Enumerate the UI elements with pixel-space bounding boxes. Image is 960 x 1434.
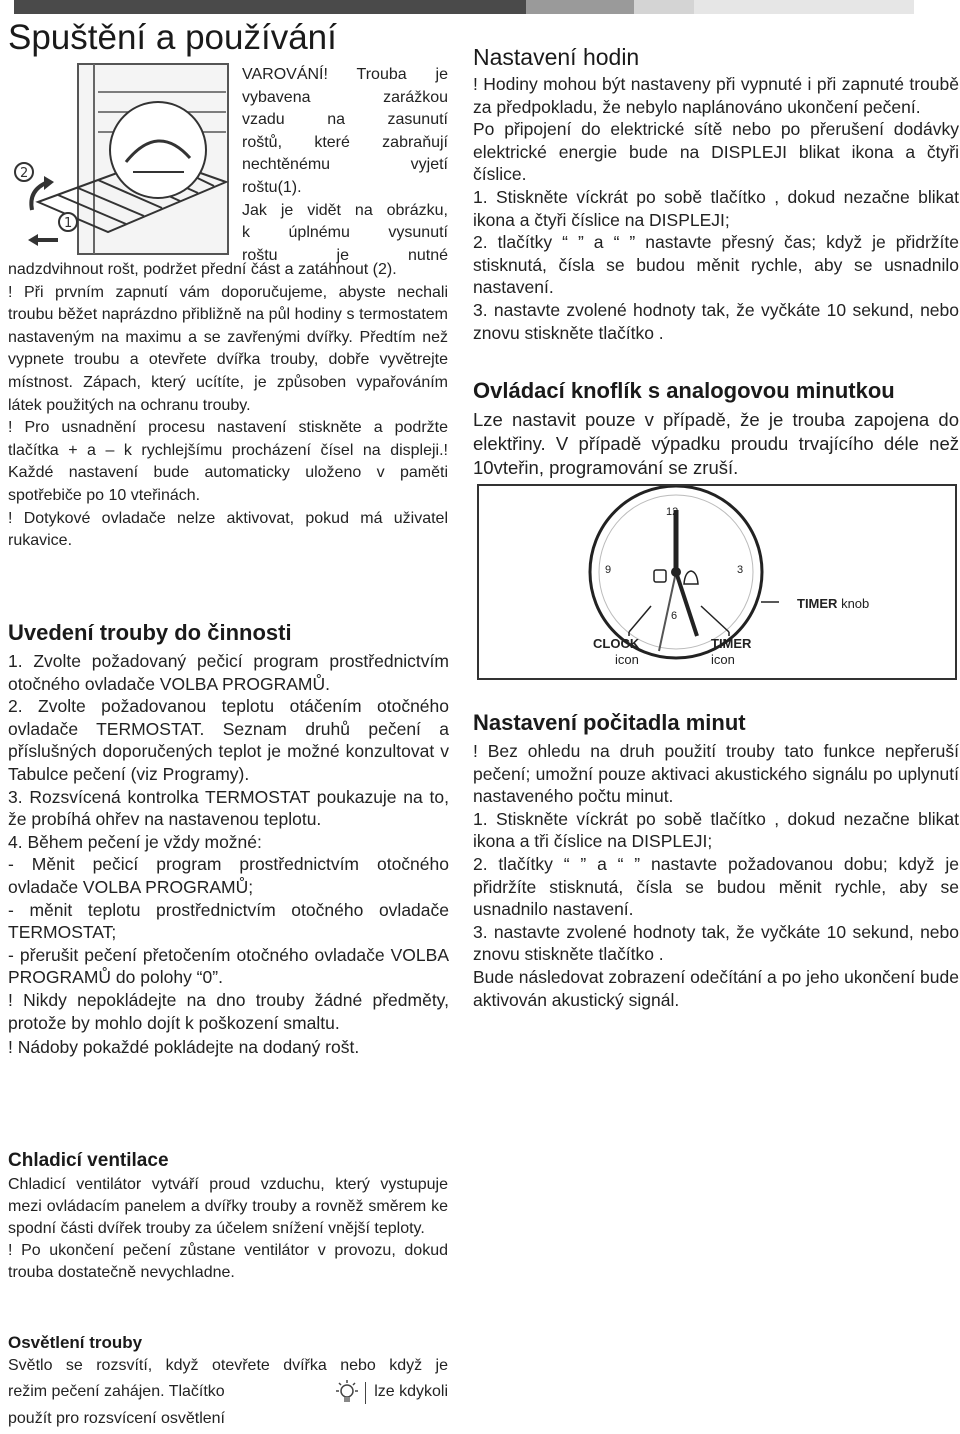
dial-number-12: 12 [666, 506, 679, 518]
warning-line: roštů, které zabraňují [242, 133, 448, 151]
warning-line: Jak je vidět na obrázku, [242, 201, 448, 219]
section-fan [8, 1150, 448, 1284]
section-light [8, 1333, 448, 1430]
section-heading: Nastavení hodin [473, 44, 640, 70]
start-step: ! Nádoby pokaždé pokládejte na dodaný rošt. [8, 1037, 360, 1058]
start-step: - přerušit pečení přetočením otočného ovladače VOLBA PROGRAMŮ do polohy “0”. [8, 944, 449, 988]
section-start [8, 620, 449, 1059]
section-heading: Uvedení trouby do činnosti [8, 620, 292, 645]
light-text: Světlo se rozsvítí, když otevřete dvířka nebo když je [8, 1357, 448, 1374]
dial-number-6: 6 [671, 610, 678, 622]
minute-step: 2. tlačítky “ ” a “ ” nastavte požadovanou dobu; když je přidržíte stisknutá, čísla se budou měnit rychle, aby se usnadnilo nastavení. [473, 853, 959, 920]
warning-line: vzadu na zasunutí [242, 111, 448, 129]
fan-text: ! Po ukončení pečení zůstane ventilátor v provozu, dokud trouba dostatečně nevychladne. [8, 1242, 448, 1281]
gloves-note: ! Dotykové ovladače nelze aktivovat, pokud má uživatel rukavice. [8, 509, 448, 550]
rack-instruction: nadzdvihnout rošt, podržet přední část a zatáhnout (2). [8, 261, 397, 278]
section-heading: Ovládací knoflík s analogovou minutkou [473, 378, 895, 403]
knob-text: Lze nastavit pouze v případě, že je trouba zapojena do elektřiny. V případě výpadku proudu trvajícího déle než 10vteřin, programování se zruší. [473, 409, 959, 478]
top-bar-lighter [694, 0, 914, 14]
section-clock [473, 44, 959, 344]
clock-step: ! Hodiny mohou být nastaveny při vypnuté i při zapnuté troubě za předpokladu, že nebylo naplánováno ukončení pečení. [473, 74, 959, 117]
svg-text:2: 2 [20, 166, 29, 181]
light-bulb-icon [333, 1379, 361, 1407]
start-step: 1. Zvolte požadovaný pečicí program prostřednictvím otočného ovladače VOLBA PROGRAMŮ. [8, 651, 449, 694]
light-text: lze kdykoli [374, 1383, 448, 1401]
warning-line: nechtěnému vyjetí [242, 156, 448, 174]
first-use-note: ! Při prvním zapnutí vám doporučujeme, abyste nechali troubu běžet naprázdno přibližně na půl hodiny s termostatem nastaveným na maximu a se zavřenými dvířky. Předtím než vypnete troubu a otevřete dvířka trouby, dobře vyvětrejte místnost. Zápach, který ucítíte, je způsoben vypařováním látek použitých na ochranu trouby. [8, 283, 448, 414]
dial-number-9: 9 [605, 564, 612, 576]
section-minute [473, 710, 959, 1011]
warning-text [242, 64, 448, 267]
section-heading: Chladicí ventilace [8, 1150, 169, 1171]
section-heading: Nastavení počitadla minut [473, 710, 746, 735]
warning-line: roštu je nutné [242, 246, 448, 264]
clock-step: 3. nastavte zvolené hodnoty tak, že vyčkáte 10 sekund, nebo znovu stiskněte tlačítko . [473, 299, 959, 343]
dial-number-3: 3 [737, 564, 744, 576]
top-bar-dark [14, 0, 526, 14]
timer-figure [477, 484, 957, 680]
timer-icon-label: TIMER icon [711, 636, 752, 667]
warning-line: roštu(1). [242, 178, 302, 196]
clock-step: 2. tlačítky “ ” a “ ” nastavte přesný čas; když je přidržíte stisknutá, čísla se budou měnit rychle, aby se usnadnilo nastavení. [473, 232, 959, 298]
clock-icon-label: CLOCK icon [593, 636, 640, 667]
warning-line: k úplnému vysunutí [242, 224, 448, 242]
start-step: - měnit teplotu prostřednictvím otočného ovladače TERMOSTAT; [8, 899, 449, 943]
svg-text:1: 1 [64, 216, 73, 231]
top-bar-light [634, 0, 694, 14]
light-line [8, 1378, 448, 1408]
warning-line: VAROVÁNÍ! Trouba je [242, 66, 448, 83]
start-step: 4. Během pečení je vždy možné: [8, 831, 262, 852]
top-bar [14, 0, 914, 14]
light-text: režim pečení zahájen. Tlačítko [8, 1383, 225, 1401]
page-title: Spuštění a používání [8, 18, 337, 57]
top-bar-mid [526, 0, 634, 14]
start-step: 2. Zvolte požadovanou teplotu otáčením otočného ovladače TERMOSTAT. Seznam druhů pečení a příslušných doporučených teplot je možné konzultovat v Tabulce pečení (viz Programy). [8, 696, 449, 784]
clock-step: Po připojení do elektrické sítě nebo po přerušení dodávky elektrické energie bude na DISPLEJI blikat ikona a čtyři číslice. [473, 119, 959, 185]
section-knob [473, 378, 959, 480]
warning-line: vybavena zarážkou [242, 88, 448, 106]
start-step: ! Nikdy nepokládejte na dno trouby žádné předměty, protože by mohlo dojít k poškození smaltu. [8, 989, 449, 1033]
light-text: použít pro rozsvícení osvětlení [8, 1409, 225, 1427]
minute-step: Bude následovat zobrazení odečítání a po jeho ukončení bude aktivován akustický signál. [473, 966, 959, 1010]
timer-knob-label: TIMER knob [797, 596, 870, 611]
fan-text: Chladicí ventilátor vytváří proud vzduchu, který vystupuje mezi ovládacím panelem a dvířky trouby a rovněž směrem ke spodní části dvířek trouby za účelem snížení vnější teploty. [8, 1176, 448, 1237]
buttons-note: ! Pro usnadnění procesu nastavení stiskněte a podržte tlačítka + a – k rychlejšímu procházení čísel na displeji.! Každé nastavení bude automaticky uloženo v paměti spotřebiče po 10 vteřinách. [8, 419, 448, 504]
minute-step: ! Bez ohledu na druh použití trouby tato funkce nepřeruší pečení; umožní pouze aktivaci akustického signálu po uplynutí nastaveného počtu minut. [473, 741, 959, 807]
oven-rack-illustration [8, 62, 238, 262]
start-step: - Měnit pečicí program prostřednictvím otočného ovladače VOLBA PROGRAMŮ; [8, 854, 449, 897]
left-intro [8, 259, 448, 553]
minute-step: 3. nastavte zvolené hodnoty tak, že vyčkáte 10 sekund, nebo znovu stiskněte tlačítko . [473, 921, 959, 965]
clock-step: 1. Stiskněte víckrát po sobě tlačítko , dokud nezačne blikat ikona a čtyři číslice na DISPLEJI; [473, 186, 959, 230]
section-heading: Osvětlení trouby [8, 1333, 143, 1352]
start-step: 3. Rozsvícená kontrolka TERMOSTAT poukazuje na to, že probíhá ohřev na nastavenou teplotu. [8, 786, 449, 830]
minute-step: 1. Stiskněte víckrát po sobě tlačítko , dokud nezačne blikat ikona a tři číslice na DISPLEJI; [473, 808, 959, 852]
